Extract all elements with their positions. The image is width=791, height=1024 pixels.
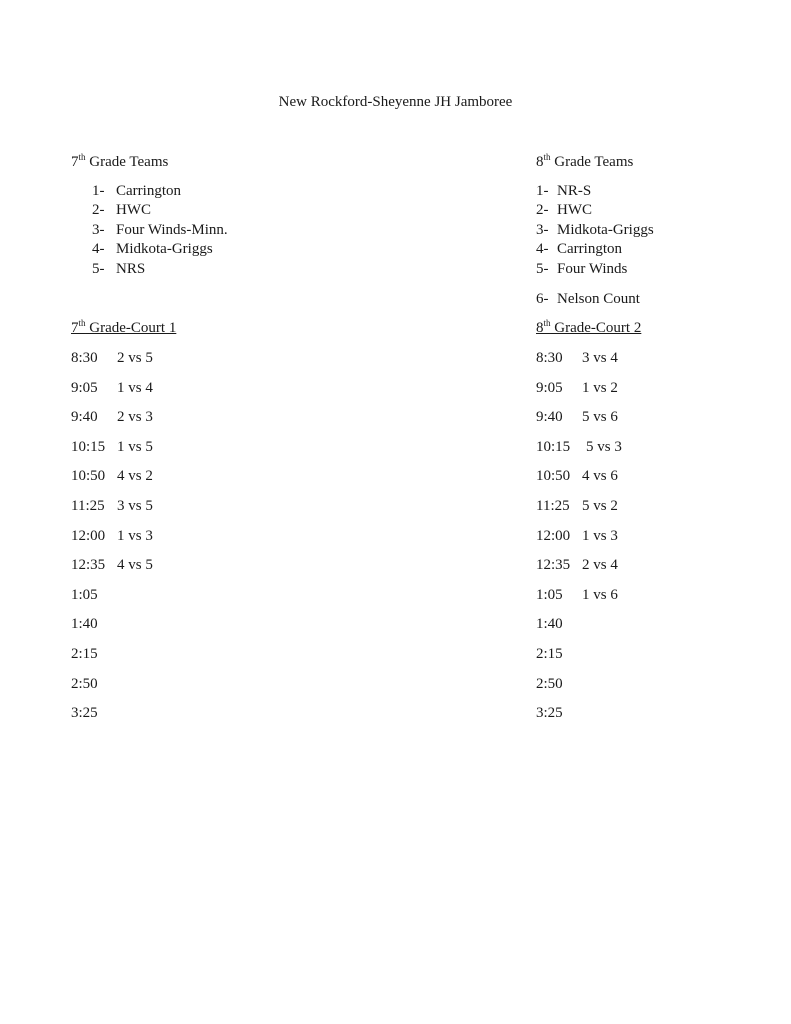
schedule-row: 2:15: [536, 645, 563, 662]
list-item: 5- NRS: [92, 260, 146, 277]
seventh-schedule: [71, 348, 153, 733]
list-item: 1- NR-S: [536, 183, 592, 199]
schedule-row: 9:05 1 vs 2: [536, 379, 618, 396]
schedule-row: 1:40: [536, 616, 563, 633]
list-item: 5- Four Winds: [536, 260, 628, 277]
list-item: 3- Midkota-Griggs: [536, 221, 654, 238]
seventh-grade-teams: [71, 152, 228, 279]
schedule-row: 3:25: [71, 705, 98, 722]
list-item: 2- HWC: [536, 202, 592, 219]
list-item: 4- Midkota-Griggs: [92, 241, 213, 258]
schedule-row: 11:25 3 vs 5: [71, 497, 153, 514]
schedule-row: 8:30 2 vs 5: [71, 350, 153, 366]
eighth-grade-heading: 8th Grade Teams: [536, 152, 634, 170]
schedule-row: 10:50 4 vs 2: [71, 468, 153, 485]
schedule-row: 12:35 4 vs 5: [71, 557, 153, 574]
schedule-row: 3:25: [536, 705, 563, 722]
schedule-row: 9:05 1 vs 4: [71, 379, 153, 396]
schedule-row: 2:15: [71, 645, 98, 662]
schedule-row: 10:15 5 vs 3: [536, 438, 622, 455]
eighth-court-heading: 8th Grade-Court 2: [536, 318, 642, 336]
schedule-row: 2:50: [536, 675, 563, 692]
schedule-row: 12:00 1 vs 3: [71, 527, 153, 544]
eighth-schedule: [536, 348, 622, 733]
list-item: 1- Carrington: [92, 183, 181, 199]
schedule-row: 1:40: [71, 616, 98, 633]
schedule-row: 11:25 5 vs 2: [536, 497, 618, 514]
list-item: 4- Carrington: [536, 241, 622, 258]
eighth-grade-teams: [536, 152, 654, 309]
schedule-row: 9:40 2 vs 3: [71, 409, 153, 426]
schedule-row: 10:15 1 vs 5: [71, 438, 153, 455]
schedule-row: 2:50: [71, 675, 98, 692]
schedule-row: 1:05: [71, 586, 98, 603]
schedule-row: 8:30 3 vs 4: [536, 350, 618, 366]
seventh-grade-heading: 7th Grade Teams: [71, 152, 169, 170]
seventh-court-heading: 7th Grade-Court 1: [71, 318, 177, 336]
seventh-team-list: [71, 182, 228, 279]
schedule-row: 12:35 2 vs 4: [536, 557, 618, 574]
list-item: 6- Nelson Count: [536, 290, 640, 307]
schedule-row: 12:00 1 vs 3: [536, 527, 618, 544]
page-title: New Rockford-Sheyenne JH Jamboree: [278, 94, 513, 110]
eighth-team-list: [536, 182, 654, 279]
list-item: 2- HWC: [92, 202, 151, 219]
schedule-row: 1:05 1 vs 6: [536, 586, 618, 603]
schedule-row: 9:40 5 vs 6: [536, 409, 618, 426]
schedule-row: 10:50 4 vs 6: [536, 468, 618, 485]
list-item: 3- Four Winds-Minn.: [92, 221, 228, 238]
